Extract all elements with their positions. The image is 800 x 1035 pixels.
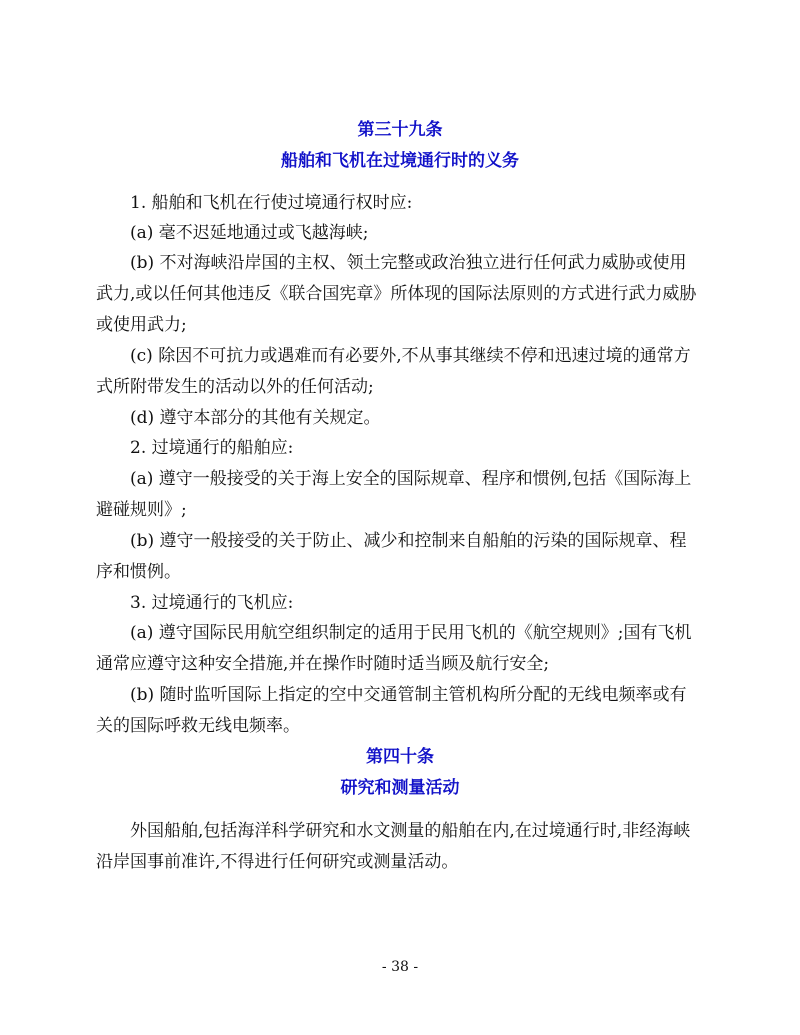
article-39-line: 3. 过境通行的飞机应: [130,593,294,613]
article-39-line: (a) 遵守国际民用航空组织制定的适用于民用飞机的《航空规则》;国有飞机 [130,623,692,643]
article-39-line: (d) 遵守本部分的其他有关规定。 [130,408,381,428]
article-39-line: 1. 船舶和飞机在行使过境通行权时应: [130,193,413,213]
article-39-line: (b) 遵守一般接受的关于防止、减少和控制来自船舶的污染的国际规章、程 [130,531,687,551]
article-39-line: 避碰规则》; [96,500,187,520]
article-40-line: 沿岸国事前准许,不得进行任何研究或测量活动。 [96,852,459,872]
article-39-number: 第三十九条 [357,120,443,140]
article-39-line: 武力,或以任何其他违反《联合国宪章》所体现的国际法原则的方式进行武力威胁 [96,284,697,304]
article-39-line: 关的国际呼救无线电频率。 [96,716,300,736]
article-39-line: 式所附带发生的活动以外的任何活动; [96,377,374,397]
article-39-line: (a) 毫不迟延地通过或飞越海峡; [130,223,369,243]
article-40-number: 第四十条 [366,747,434,767]
article-40-title: 研究和测量活动 [340,778,460,798]
article-39-line: 通常应遵守这种安全措施,并在操作时随时适当顾及航行安全; [96,654,550,674]
page-number: - 38 - [381,959,419,975]
article-39-line: (a) 遵守一般接受的关于海上安全的国际规章、程序和惯例,包括《国际海上 [130,469,692,489]
article-39-line: (b) 随时监听国际上指定的空中交通管制主管机构所分配的无线电频率或有 [130,685,687,705]
article-39-line: 2. 过境通行的船舶应: [130,438,294,458]
article-39-title: 船舶和飞机在过境通行时的义务 [281,151,519,171]
article-39-line: (c) 除因不可抗力或遇难而有必要外,不从事其继续不停和迅速过境的通常方 [130,346,691,366]
article-39-line: (b) 不对海峡沿岸国的主权、领土完整或政治独立进行任何武力威胁或使用 [130,253,687,273]
article-40-line: 外国船舶,包括海洋科学研究和水文测量的船舶在内,在过境通行时,非经海峡 [130,821,691,841]
article-39-line: 序和惯例。 [96,562,181,582]
article-39-line: 或使用武力; [96,315,187,335]
